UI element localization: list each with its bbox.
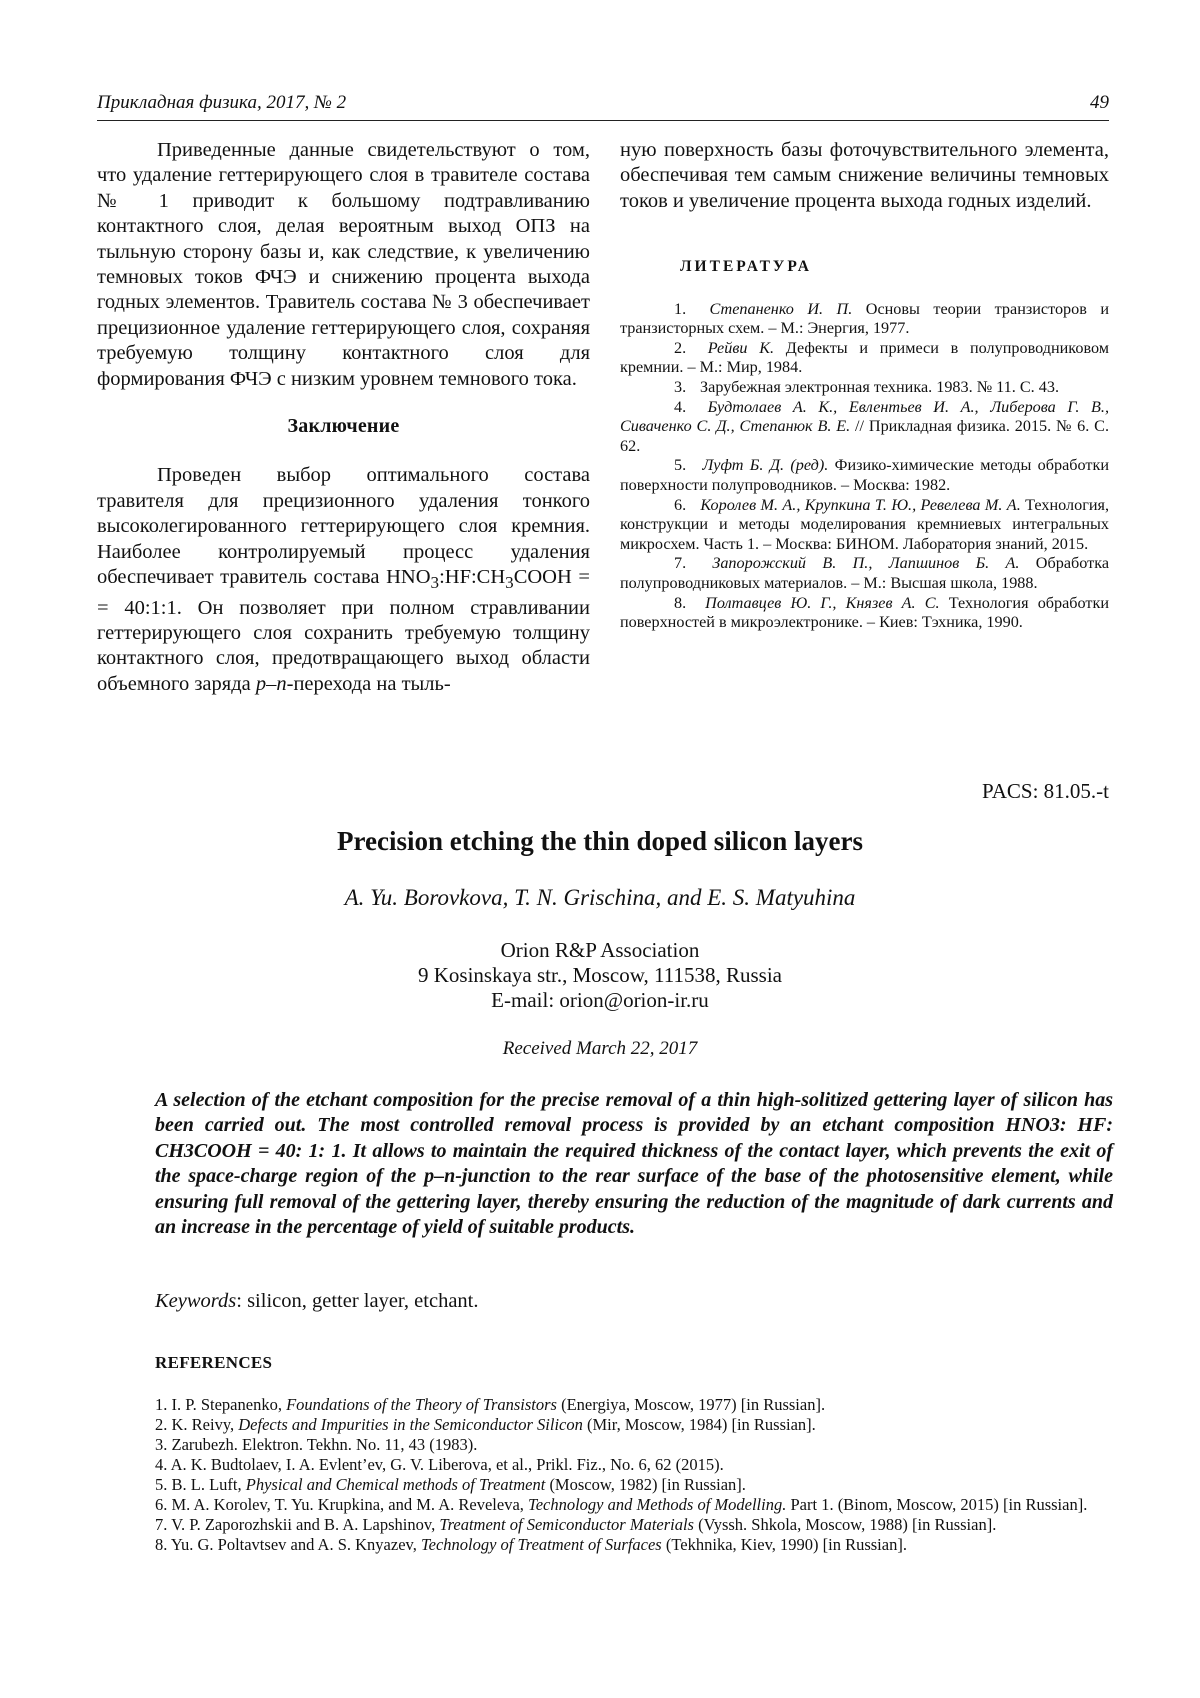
- ref-text: 6. M. A. Korolev, T. Yu. Krupkina, and M. A. Reveleva,: [155, 1495, 528, 1514]
- item-text: Обработка полупроводниковых материалов. – М.: Высшая школа, 1988.: [620, 554, 1109, 592]
- literature-item: [620, 456, 1109, 495]
- affiliation-org: Orion R&P Association: [0, 938, 1200, 963]
- references-list: [155, 1395, 1113, 1555]
- ref-text: 1. I. P. Stepanenko,: [155, 1395, 286, 1414]
- item-number: 6.: [674, 496, 696, 516]
- conclusion-paragraph: [97, 463, 590, 697]
- item-text: // Прикладная физика. 2015. № 6. С. 62.: [620, 417, 1109, 455]
- ref-text: (Mir, Moscow, 1984) [in Russian].: [583, 1415, 816, 1434]
- item-text: Технология обработки поверхностей в микроэлектронике. – Киев: Тэхника, 1990.: [620, 594, 1109, 632]
- ref-text: (Vyssh. Shkola, Moscow, 1988) [in Russian].: [694, 1515, 996, 1534]
- literature-item: [620, 554, 1109, 593]
- item-number: 1.: [674, 300, 696, 320]
- ref-text: 4. A. K. Budtolaev, I. A. Evlent’ev, G. V. Liberova, et al., Prikl. Fiz., No. 6, 62 (2015).: [155, 1455, 724, 1474]
- article-title: Precision etching the thin doped silicon layers: [0, 826, 1200, 857]
- item-text: Физико-химические методы обработки поверхности полупроводников. – Москва: 1982.: [620, 456, 1109, 494]
- reference-item: [155, 1475, 1113, 1495]
- affiliation-email: E-mail: orion@orion-ir.ru: [0, 988, 1200, 1013]
- ref-title: Technology and Methods of Modelling.: [528, 1495, 786, 1514]
- literature-item: [620, 378, 1109, 398]
- conclusion-heading: Заключение: [97, 414, 590, 439]
- item-text: Дефекты и примеси в полупроводниковом кремнии. – М.: Мир, 1984.: [620, 339, 1109, 377]
- literature-item: [620, 594, 1109, 633]
- literature-heading: ЛИТЕРАТУРА: [680, 254, 1109, 279]
- affiliation: [0, 938, 1200, 1013]
- ref-title: Technology of Treatment of Surfaces: [421, 1535, 662, 1554]
- references-heading: REFERENCES: [155, 1353, 272, 1373]
- paragraph: Приведенные данные свидетельствуют о том, что удаление геттерирующего слоя в травителе состава № 1 приводит к большому подтравливанию контактного слоя, делая вероятным выход ОПЗ на тыльную сторону базы и, как следствие, к увеличению темновых токов ФЧЭ и снижению процента выхода годных элементов. Травитель состава № 3 обеспечивает прецизионное удаление геттерирующего слоя, сохраняя требуемую толщину контактного слоя для формирования ФЧЭ с низким уровнем темнового тока.: [97, 138, 590, 392]
- item-authors: Запорожский В. П., Лапшинов Б. А.: [712, 554, 1019, 572]
- item-text: Зарубежная электронная техника. 1983. № 11. С. 43.: [700, 378, 1059, 396]
- left-column: [97, 138, 590, 697]
- ref-title: Foundations of the Theory of Transistors: [286, 1395, 557, 1414]
- reference-item: [155, 1415, 1113, 1435]
- text-run: COOH = = 40:1:1. Он позволяет при полном стравливании геттерирующего слоя сохранить требуемую толщину контактного слоя, предотвращающего выход области объемного заряда: [97, 566, 590, 695]
- reference-item: [155, 1515, 1113, 1535]
- received-date: Received March 22, 2017: [0, 1038, 1200, 1060]
- subscript: 3: [431, 573, 440, 592]
- item-authors: Будтолаев А. К., Евлентьев И. А., Либерова Г. В., Сиваченко С. Д., Степанюк В. Е.: [620, 398, 1109, 436]
- item-authors: Королев М. А., Крупкина Т. Ю., Ревелева М. А.: [700, 496, 1020, 514]
- keywords-label: Keywords: [155, 1290, 236, 1312]
- affiliation-address: 9 Kosinskaya str., Moscow, 111538, Russia: [0, 963, 1200, 988]
- item-text: Технология, конструкции и методы моделирования кремниевых интегральных микросхем. Часть 1. – Москва: БИНОМ. Лаборатория знаний, 2015.: [620, 496, 1109, 553]
- item-number: 4.: [674, 398, 696, 418]
- article-authors: A. Yu. Borovkova, T. N. Grischina, and E. S. Matyuhina: [0, 885, 1200, 911]
- reference-item: [155, 1435, 1113, 1455]
- paragraph-continued: ную поверхность базы фоточувствительного элемента, обеспечивая тем самым снижение величины темновых токов и увеличение процента выхода годных изделий.: [620, 138, 1109, 214]
- abstract: A selection of the etchant composition for the precise removal of a thin high-solitized gettering layer of silicon has been carried out. The most controlled removal process is provided by an etchant composition HNO3: HF: CH3COOH = 40: 1: 1. It allows to maintain the required thickness of the contact layer, which prevents the exit of the space-charge region of the p–n-junction to the rear surface of the base of the photosensitive element, while ensuring full removal of the gettering layer, thereby ensuring the reduction of the magnitude of dark currents and an increase in the percentage of yield of suitable products.: [155, 1088, 1113, 1240]
- running-head: [97, 92, 1109, 121]
- journal-title: Прикладная физика, 2017, № 2: [97, 92, 346, 114]
- item-authors: Степаненко И. П.: [709, 300, 852, 318]
- literature-list: [620, 300, 1109, 633]
- text-run: Проведен выбор оптимального состава травителя для прецизионного удаления тонкого высоколегированного геттерирующего слоя кремния. Наиболее контролируемый процесс удаления обеспечивает травитель состава HNO: [97, 464, 590, 588]
- right-column: [620, 138, 1109, 633]
- ref-text: (Moscow, 1982) [in Russian].: [545, 1475, 746, 1494]
- item-number: 8.: [674, 594, 696, 614]
- ref-text: (Tekhnika, Kiev, 1990) [in Russian].: [662, 1535, 907, 1554]
- item-number: 7.: [674, 554, 696, 574]
- ref-text: 3. Zarubezh. Elektron. Tekhn. No. 11, 43 (1983).: [155, 1435, 477, 1454]
- ref-text: 5. B. L. Luft,: [155, 1475, 246, 1494]
- item-number: 2.: [674, 339, 696, 359]
- ref-text: (Energiya, Moscow, 1977) [in Russian].: [557, 1395, 825, 1414]
- journal-page: [0, 0, 1200, 1698]
- page-number: 49: [1090, 92, 1109, 114]
- item-number: 3.: [674, 378, 696, 398]
- ref-title: Physical and Chemical methods of Treatment: [246, 1475, 546, 1494]
- item-number: 5.: [674, 456, 696, 476]
- ref-title: Treatment of Semiconductor Materials: [439, 1515, 694, 1534]
- pn-junction-term: p–n: [256, 673, 287, 695]
- item-text: Основы теории транзисторов и транзисторных схем. – М.: Энергия, 1977.: [620, 300, 1109, 338]
- item-authors: Рейви К.: [708, 339, 774, 357]
- reference-item: [155, 1535, 1113, 1555]
- ref-text: 2. K. Reivy,: [155, 1415, 238, 1434]
- pacs-code: PACS: 81.05.-t: [982, 779, 1109, 804]
- literature-item: [620, 398, 1109, 457]
- reference-item: [155, 1395, 1113, 1415]
- item-authors: Полтавцев Ю. Г., Князев А. С.: [705, 594, 939, 612]
- text-run: -перехода на тыль-: [287, 673, 451, 695]
- subscript: 3: [505, 573, 514, 592]
- item-authors: Луфт Б. Д. (ред).: [702, 456, 828, 474]
- reference-item: [155, 1455, 1113, 1475]
- text-run: :HF:CH: [439, 566, 505, 588]
- literature-item: [620, 339, 1109, 378]
- keywords-text: : silicon, getter layer, etchant.: [236, 1290, 478, 1312]
- keywords: [155, 1290, 479, 1313]
- reference-item: [155, 1495, 1113, 1515]
- ref-title: Defects and Impurities in the Semiconductor Silicon: [238, 1415, 583, 1434]
- ref-text: Part 1. (Binom, Moscow, 2015) [in Russian].: [786, 1495, 1087, 1514]
- literature-item: [620, 496, 1109, 555]
- ref-text: 7. V. P. Zaporozhskii and B. A. Lapshinov,: [155, 1515, 439, 1534]
- literature-item: [620, 300, 1109, 339]
- ref-text: 8. Yu. G. Poltavtsev and A. S. Knyazev,: [155, 1535, 421, 1554]
